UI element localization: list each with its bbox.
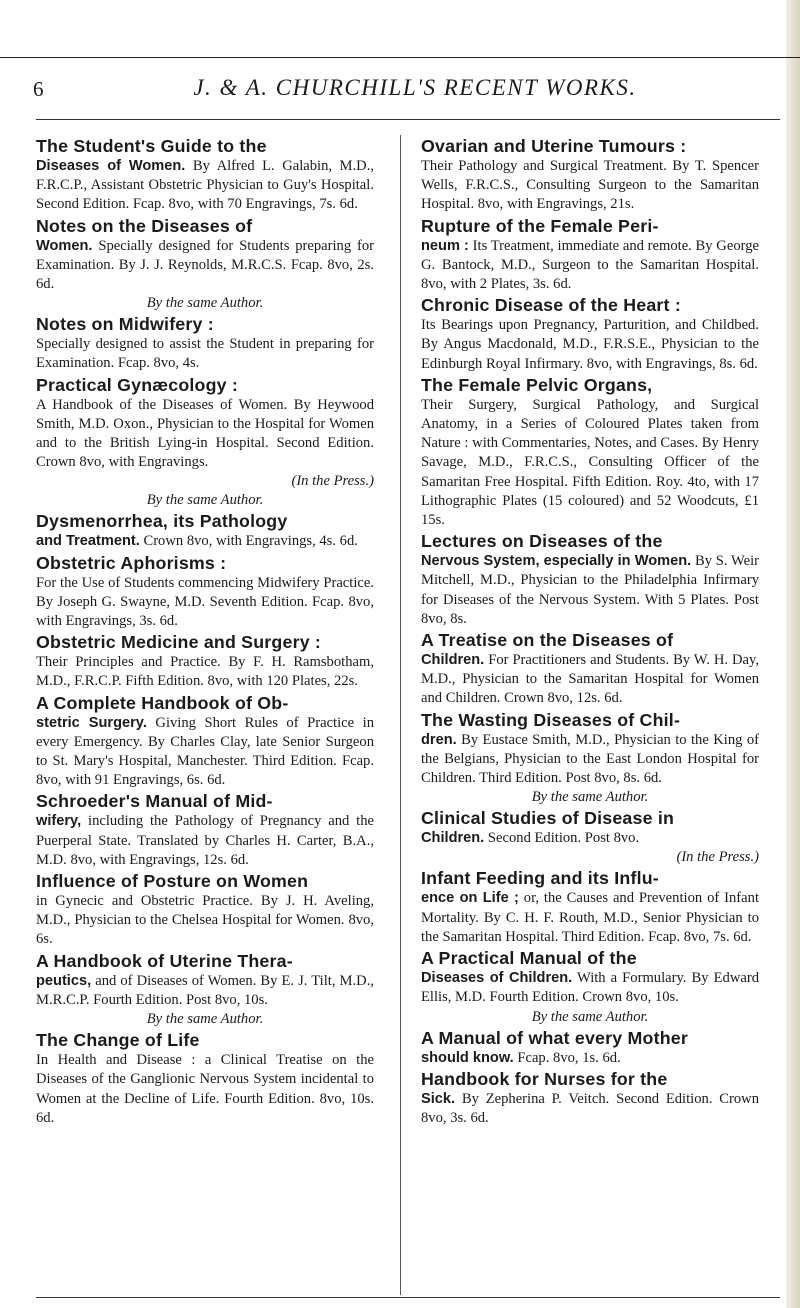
entry-title: Notes on the Diseases of: [36, 215, 253, 236]
entry-title: A Handbook of Uterine Thera-: [36, 950, 293, 971]
entry-subtitle: Children.: [421, 652, 485, 669]
entry-description: [421, 829, 759, 848]
entry-subtitle: stetric Surgery.: [36, 714, 147, 731]
catalogue-entry: [421, 867, 759, 947]
entry-subtitle: Diseases of Women.: [36, 158, 186, 174]
entry-title: Influence of Posture on Women: [36, 871, 309, 892]
page-number: 6: [33, 77, 44, 101]
entry-text: Second Edition. Post 8vo.: [484, 830, 640, 847]
entry-title: Obstetric Medicine and Surgery :: [36, 632, 322, 653]
entry-title: Obstetric Aphorisms :: [36, 552, 227, 573]
entry-description: [421, 552, 759, 629]
entry-title: Schroeder's Manual of Mid-: [36, 791, 273, 812]
page-edge: [786, 0, 800, 1308]
entry-text: in Gynecic and Obstetric Practice. By J. H. Aveling, M.D., Physician to the Chelsea Hospital for Women. 8vo, 6s.: [36, 893, 374, 948]
column-divider: [400, 135, 401, 1295]
entry-text: including the Pathology of Pregnancy and the Puerperal State. Translated by Charles H. Carter, B.A., M.D. 8vo, with Engravings, 12s. 6d.: [36, 813, 374, 868]
entry-title: A Practical Manual of the: [421, 948, 637, 969]
entry-text: Giving Short Rules of Practice in every Emergency. By Charles Clay, late Senior Surgeon to St. Mary's Hospital, Manchester. Third Edition. Fcap. 8vo, with 91 Engravings, 6s. 6d.: [36, 714, 374, 789]
entry-text: Their Principles and Practice. By F. H. Ramsbotham, M.D., F.R.C.P. Fifth Edition. 8vo, with 120 Plates, 22s.: [36, 654, 374, 690]
entry-title: Infant Feeding and its Influ-: [421, 868, 659, 889]
entry-title: Lectures on Diseases of the: [421, 531, 663, 552]
entry-description: [421, 651, 759, 709]
catalogue-entry: [421, 374, 759, 530]
catalogue-entry: [36, 135, 374, 215]
same-author-note: By the same Author.: [146, 295, 264, 312]
entry-description: [421, 889, 759, 947]
entry-text: or, the Causes and Prevention of Infant Mortality. By C. H. F. Routh, M.D., Senior Physician to the Samaritan Hospital. Third Edition. Fcap. 8vo, 7s. 6d.: [421, 890, 760, 945]
entry-title: Chronic Disease of the Heart :: [421, 295, 681, 316]
entry-text: With a Formulary. By Edward Ellis, M.D. Fourth Edition. Crown 8vo, 10s.: [421, 970, 759, 1006]
entry-text: By S. Weir Mitchell, M.D., Physician to the Philadelphia Infirmary for Diseases of the Nervous System. With 5 Plates. Post 8vo, 8s.: [421, 553, 759, 627]
entry-description: [36, 237, 374, 295]
entry-subtitle: and Treatment.: [36, 533, 140, 550]
entry-title: Clinical Studies of Disease in: [421, 808, 675, 829]
entry-subtitle: dren.: [421, 731, 457, 748]
entry-text: By Zepherina P. Veitch. Second Edition. Crown 8vo, 3s. 6d.: [421, 1090, 759, 1126]
left-column: [36, 135, 374, 1128]
entry-description: [36, 714, 374, 791]
catalogue-entry: [36, 313, 374, 373]
entry-text: Their Pathology and Surgical Treatment. By T. Spencer Wells, F.R.C.S., Consulting Surgeon to the Samaritan Hospital. 8vo, with Engravings, 21s.: [421, 158, 759, 213]
entry-description: [36, 1051, 374, 1128]
entry-description: [36, 972, 374, 1010]
catalogue-entry: [421, 1068, 759, 1128]
entry-text: Specially designed to assist the Student in preparing for Examination. Fcap. 8vo, 4s.: [36, 336, 374, 372]
entry-title: Practical Gynæcology :: [36, 374, 239, 395]
entry-subtitle: peutics,: [36, 972, 92, 989]
catalogue-entry: [36, 631, 374, 691]
entry-subtitle: Nervous System, especially in Women.: [421, 553, 692, 570]
catalogue-entry: [36, 692, 374, 791]
entry-title: Dysmenorrhea, its Pathology: [36, 511, 288, 532]
catalogue-entry: [421, 135, 759, 215]
entry-subtitle: ence on Life ;: [421, 890, 519, 907]
entry-description: [36, 335, 374, 373]
entry-subtitle: Women.: [36, 237, 93, 254]
entry-text: Specially designed for Students preparing for Examination. By J. J. Reynolds, M.R.C.S. Fcap. 8vo, 2s. 6d.: [36, 237, 374, 293]
catalogue-entry: [421, 807, 759, 867]
entry-description: [421, 316, 759, 374]
same-author-note: By the same Author.: [531, 1008, 649, 1025]
catalogue-entry: [421, 947, 759, 1007]
entry-description: [36, 574, 374, 632]
entry-title: A Treatise on the Diseases of: [421, 630, 674, 651]
bottom-rule: [36, 1297, 780, 1298]
entry-text: Its Bearings upon Pregnancy, Parturition, and Childbed. By Angus Macdonald, M.D., F.R.S.E., Physician to the Edinburgh Royal Infirmary. 8vo, with Engravings, 8s. 6d.: [421, 317, 759, 372]
catalogue-entry: [36, 510, 374, 551]
entry-text: Its Treatment, immediate and remote. By George G. Bantock, M.D., Surgeon to the Samaritan Hospital. 8vo, with 2 Plates, 3s. 6d.: [421, 237, 759, 293]
catalogue-entry: [421, 530, 759, 629]
press-note: (In the Press.): [676, 849, 759, 866]
entry-text: In Health and Disease : a Clinical Treatise on the Diseases of the Ganglionic Nervous System incidental to Women at the Decline of Life. Fourth Edition. 8vo, 10s. 6d.: [36, 1052, 374, 1126]
entry-description: [36, 812, 374, 870]
entry-title: The Wasting Diseases of Chil-: [421, 709, 681, 730]
catalogue-entry: [36, 215, 374, 295]
catalogue-entry: [36, 950, 374, 1010]
entry-description: [36, 653, 374, 691]
entry-subtitle: Diseases of Children.: [421, 970, 573, 987]
entry-description: [36, 157, 374, 215]
catalogue-entry: [36, 1029, 374, 1128]
same-author-note: By the same Author.: [146, 492, 264, 509]
entry-title: Rupture of the Female Peri-: [421, 215, 659, 236]
catalogue-columns: [36, 135, 781, 1295]
catalogue-entry: [36, 790, 374, 870]
right-column: [421, 135, 759, 1128]
entry-description: [36, 532, 374, 551]
entry-description: [421, 1049, 759, 1068]
entry-text: For the Use of Students commencing Midwifery Practice. By Joseph G. Swayne, M.D. Seventh Edition. Fcap. 8vo, with Engravings, 3s. 6d.: [36, 574, 374, 630]
entry-text: Fcap. 8vo, 1s. 6d.: [513, 1049, 621, 1066]
entry-description: [421, 969, 759, 1007]
catalogue-entry: [36, 552, 374, 632]
header-rule: [36, 119, 780, 120]
entry-subtitle: neum :: [421, 237, 469, 254]
entry-text: For Practitioners and Students. By W. H. Day, M.D., Physician to the Samaritan Hospital for Women and Children. Crown 8vo, 12s. 6d.: [421, 652, 759, 707]
entry-subtitle: should know.: [421, 1049, 514, 1066]
same-author-note: By the same Author.: [146, 1011, 264, 1028]
entry-description: [421, 396, 759, 530]
same-author-note: By the same Author.: [531, 789, 649, 806]
catalogue-entry: [421, 1027, 759, 1068]
entry-title: Ovarian and Uterine Tumours :: [421, 136, 687, 156]
entry-title: The Change of Life: [36, 1030, 200, 1051]
entry-title: The Female Pelvic Organs,: [421, 374, 653, 395]
catalogue-entry: [36, 870, 374, 950]
entry-subtitle: Children.: [421, 830, 485, 847]
top-rule: [0, 57, 800, 58]
press-note: (In the Press.): [291, 473, 374, 490]
page-header: [0, 73, 800, 107]
entry-description: [421, 1090, 759, 1128]
entry-text: By Alfred L. Galabin, M.D., F.R.C.P., Assistant Obstetric Physician to Guy's Hospital. Second Edition. Fcap. 8vo, with 70 Engravings, 7s. 6d.: [36, 158, 374, 213]
catalogue-entry: [421, 215, 759, 295]
catalogue-entry: [421, 294, 759, 374]
entry-description: [36, 892, 374, 950]
entry-title: A Complete Handbook of Ob-: [36, 692, 289, 713]
catalogue-entry: [36, 374, 374, 492]
entry-title: Handbook for Nurses for the: [421, 1068, 668, 1089]
entry-title: The Student's Guide to the: [36, 136, 267, 156]
entry-description: [421, 731, 759, 789]
catalogue-entry: [421, 709, 759, 789]
entry-text: Crown 8vo, with Engravings, 4s. 6d.: [139, 533, 358, 550]
entry-title: Notes on Midwifery :: [36, 314, 214, 335]
entry-text: By Eustace Smith, M.D., Physician to the King of the Belgians, Physician to the East London Hospital for Children. Third Edition. Post 8vo, 8s. 6d.: [421, 731, 759, 787]
entry-title: A Manual of what every Mother: [421, 1027, 688, 1048]
running-title: J. & A. CHURCHILL'S RECENT WORKS.: [193, 75, 637, 100]
entry-text: and of Diseases of Women. By E. J. Tilt, M.D., M.R.C.P. Fourth Edition. Post 8vo, 10s.: [36, 972, 374, 1008]
entry-subtitle: wifery,: [36, 813, 82, 830]
entry-description: [36, 396, 374, 473]
entry-description: [421, 157, 759, 215]
catalogue-entry: [421, 629, 759, 709]
entry-subtitle: Sick.: [421, 1090, 456, 1107]
entry-text: Their Surgery, Surgical Pathology, and Surgical Anatomy, in a Series of Coloured Plates taken from Nature : with Commentaries, Notes, and Cases. By Henry Savage, M.D., F.R.C.S., Consulting Officer of the Samaritan Free Hospital. Fifth Edition. Roy. 4to, with 17 Lithographic Plates (15 coloured) and 52 Woodcuts, £1 15s.: [421, 396, 759, 529]
entry-description: [421, 237, 759, 295]
entry-text: A Handbook of the Diseases of Women. By Heywood Smith, M.D. Oxon., Physician to the Hospital for Women and to the British Lying-in Hospital. Second Edition. Crown 8vo, with Engravings.: [36, 396, 374, 471]
